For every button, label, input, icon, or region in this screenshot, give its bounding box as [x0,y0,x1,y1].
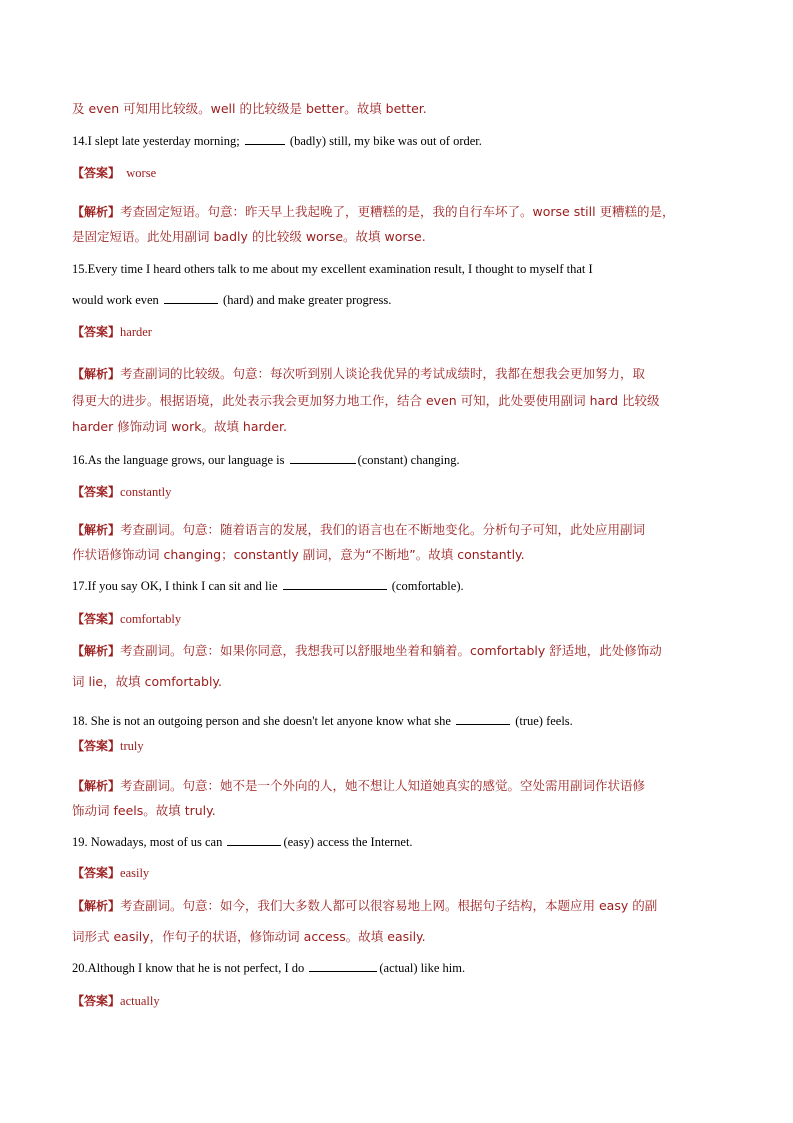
explanation-15-cont2 [72,419,287,435]
explanation-text: 饰动词 feels。故填 truly. [72,803,216,818]
question-20 [72,960,465,976]
explanation-15 [72,366,645,382]
explanation-text: 考查副词。句意：如果你同意，我想我可以舒服地坐着和躺着。comfortably 舒适地，此处修饰动 [120,643,662,658]
explanation-19 [72,898,657,914]
answer-blank [309,960,377,972]
explanation-text: 是固定短语。此处用副词 badly 的比较级 worse。故填 worse. [72,229,426,244]
question-17 [72,578,464,594]
explanation-16-cont [72,547,525,563]
explanation-text: 及 even 可知用比较级。well 的比较级是 better。故填 better. [72,101,427,116]
answer-text: comfortably [120,612,182,626]
answer-tag: 【答案】 [72,994,121,1008]
question-18 [72,713,573,729]
answer-blank [290,452,356,464]
explanation-18-cont [72,803,216,819]
explanation-17 [72,643,662,659]
explanation-text: 词 lie，故填 comfortably. [72,674,223,689]
explanation-19-cont [72,929,426,945]
answer-text: harder [120,325,152,339]
answer-tag: 【答案】 [72,325,121,339]
answer-text: actually [120,994,160,1008]
explanation-15-cont [72,393,660,409]
answer-15 [72,324,152,340]
question-text: would work even [72,293,162,307]
question-text: 19. Nowadays, most of us can [72,835,226,849]
explanation-17-cont [72,674,222,690]
question-text: (comfortable). [388,579,464,593]
explanation-tag: 【解析】 [72,523,121,537]
question-text: (actual) like him. [379,961,466,975]
explanation-text: 得更大的进步。根据语境，此处表示我会更加努力地工作，结合 even 可知，此处要使用副词 hard 比较级 [72,393,660,408]
question-14 [72,133,482,149]
explanation-text: 考查副词。句意：随着语言的发展，我们的语言也在不断地变化。分析句子可知，此处应用副词 [120,522,646,537]
explanation-tag: 【解析】 [72,205,121,219]
question-text: (badly) still, my bike was out of order. [286,134,482,148]
explanation-16 [72,522,645,538]
question-15-cont [72,292,391,308]
question-text: (hard) and make greater progress. [219,293,392,307]
explanation-line [72,101,427,117]
explanation-18 [72,778,645,794]
answer-blank [245,133,285,145]
answer-text: truly [120,739,144,753]
explanation-text: harder 修饰动词 work。故填 harder. [72,419,288,434]
question-15 [72,261,593,277]
explanation-text: 考查副词的比较级。句意：每次听到别人谈论我优异的考试成绩时，我都在想我会更加努力，取 [120,366,646,381]
answer-18 [72,738,144,754]
explanation-text: 考查固定短语。句意：昨天早上我起晚了，更糟糕的是，我的自行车坏了。worse still 更糟糕的是， [120,204,675,219]
answer-19 [72,865,149,881]
answer-tag: 【答案】 [72,166,121,180]
question-text: 17.If you say OK, I think I can sit and lie [72,579,281,593]
question-19 [72,834,413,850]
question-text: 16.As the language grows, our language is [72,453,288,467]
answer-text: constantly [120,485,172,499]
explanation-14 [72,204,675,220]
explanation-text: 词形式 easily，作句子的状语，修饰动词 access。故填 easily. [72,929,426,944]
answer-20 [72,993,160,1009]
answer-tag: 【答案】 [72,866,121,880]
question-text: (true) feels. [512,714,573,728]
explanation-tag: 【解析】 [72,779,121,793]
answer-blank [227,834,281,846]
answer-blank [456,713,510,725]
explanation-text: 考查副词。句意：如今，我们大多数人都可以很容易地上网。根据句子结构，本题应用 easy 的副 [120,898,658,913]
answer-14 [72,165,156,181]
question-text: 18. She is not an outgoing person and she doesn't let anyone know what she [72,714,455,728]
explanation-tag: 【解析】 [72,644,121,658]
answer-tag: 【答案】 [72,739,121,753]
answer-17 [72,611,181,627]
answer-blank [164,292,218,304]
explanation-14-cont [72,229,426,245]
explanation-tag: 【解析】 [72,899,121,913]
explanation-text: 作状语修饰动词 changing；constantly 副词，意为“不断地”。故填 constantly. [72,547,525,562]
answer-tag: 【答案】 [72,612,121,626]
question-text: (easy) access the Internet. [283,835,413,849]
question-text: (constant) changing. [357,453,460,467]
answer-text: worse [120,166,157,180]
question-16 [72,452,460,468]
explanation-text: 考查副词。句意：她不是一个外向的人，她不想让人知道她真实的感觉。空处需用副词作状语修 [120,778,646,793]
answer-tag: 【答案】 [72,485,121,499]
explanation-tag: 【解析】 [72,367,121,381]
question-text: 15.Every time I heard others talk to me about my excellent examination result, I thought to myself that I [72,262,593,276]
answer-blank [283,578,387,590]
question-text: 14.I slept late yesterday morning; [72,134,243,148]
answer-16 [72,484,171,500]
question-text: 20.Although I know that he is not perfect, I do [72,961,308,975]
answer-text: easily [120,866,150,880]
